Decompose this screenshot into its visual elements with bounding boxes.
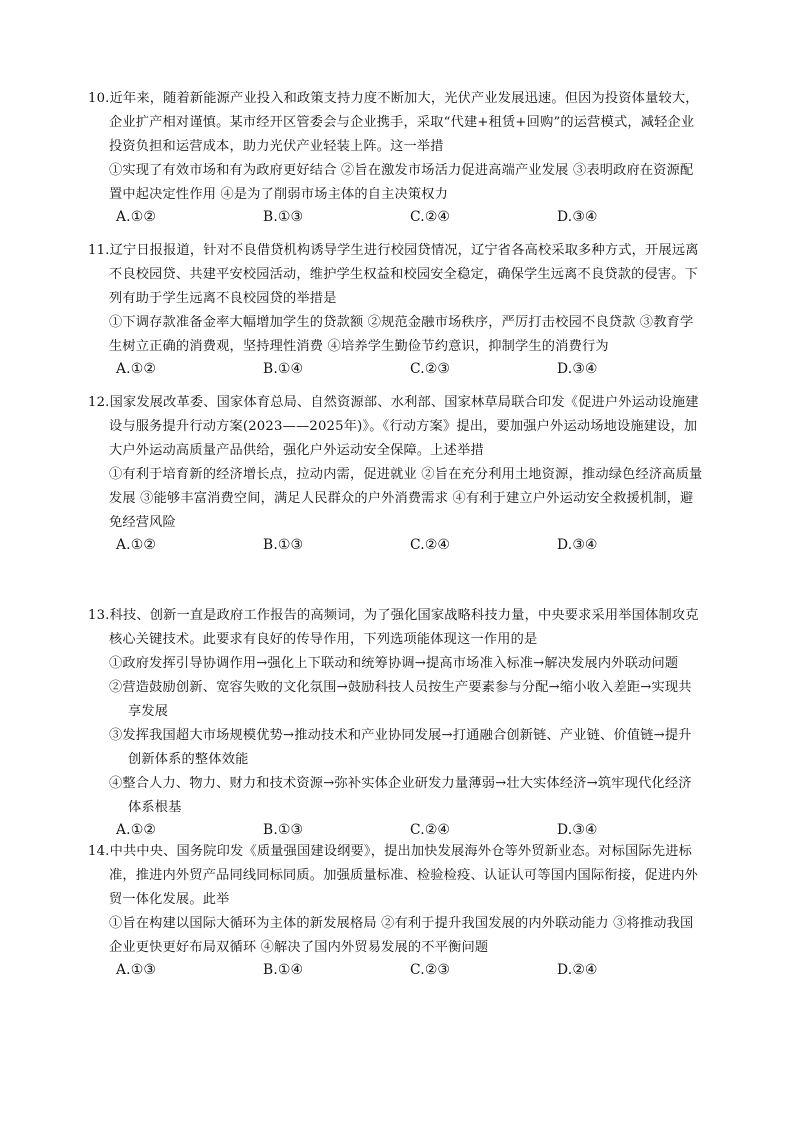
question-stem-line: 14.中共中央、国务院印发《质量强国建设纲要》，提出加快发展海外仓等外贸新业态。对标国际先进标 bbox=[88, 844, 693, 859]
answer-options bbox=[88, 207, 710, 227]
statement-line: 企业更快更好布局双循环 ④解决了国内外贸易发展的不平衡问题 bbox=[109, 940, 489, 955]
question-stem-line: 12.国家发展改革委、国家体育总局、自然资源部、水利部、国家林草局联合印发《促进户外运动设施建 bbox=[88, 395, 699, 410]
question-stem-line: 投资负担和运营成本，助力光伏产业轻装上阵。这一举措 bbox=[109, 139, 444, 154]
option-c: C.②③ bbox=[410, 361, 450, 377]
option-c: C.②③ bbox=[410, 962, 450, 978]
option-a: A.①③ bbox=[116, 962, 156, 978]
statement-line: ①实现了有效市场和有为政府更好结合 ②旨在激发市场活力促进高端产业发展 ③表明政府在资源配 bbox=[109, 163, 694, 178]
statement-line: 生树立正确的消费观，坚持理性消费 ④培养学生勤俭节约意识，抑制学生的消费行为 bbox=[109, 339, 609, 354]
chain-line: ②营造鼓励创新、宽容失败的文化氛围→鼓励科技人员按生产要素参与分配→缩小收入差距→实现共 bbox=[109, 680, 692, 695]
chain-line: 创新体系的整体效能 bbox=[128, 752, 249, 767]
question-stem-line: 大户外运动高质量产品供给，强化户外运动安全保障。上述举措 bbox=[109, 443, 484, 458]
option-d: D.③④ bbox=[557, 361, 598, 377]
question-13 bbox=[88, 604, 710, 840]
answer-options bbox=[88, 535, 710, 555]
chain-line: ④整合人力、物力、财力和技术资源→弥补实体企业研发力量薄弱→壮大实体经济→筑牢现代化经济 bbox=[109, 776, 692, 791]
question-stem-line: 10.近年来，随着新能源产业投入和政策支持力度不断加大，光伏产业发展迅速。但因为投资体量较大， bbox=[88, 91, 699, 106]
chain-line: ①政府发挥引导协调作用→强化上下联动和统筹协调→提高市场准入标准→解决发展内外联动问题 bbox=[109, 656, 679, 671]
option-a: A.①② bbox=[116, 822, 156, 838]
statement-line: 发展 ③能够丰富消费空间，满足人民群众的户外消费需求 ④有利于建立户外运动安全救援机制，避 bbox=[109, 491, 694, 506]
option-a: A.①② bbox=[116, 209, 156, 225]
option-d: D.③④ bbox=[557, 822, 598, 838]
option-c: C.②④ bbox=[410, 537, 450, 553]
question-stem-line: 不良校园贷、共建平安校园活动，维护学生权益和校园安全稳定，确保学生远离不良贷款的侵害。下 bbox=[109, 267, 699, 282]
statement-line: ①下调存款准备金率大幅增加学生的贷款额 ②规范金融市场秩序，严厉打击校园不良贷款 ③教育学 bbox=[109, 315, 694, 330]
option-d: D.②④ bbox=[557, 962, 598, 978]
answer-options bbox=[88, 820, 710, 840]
option-a: A.①② bbox=[116, 537, 156, 553]
option-b: B.①④ bbox=[263, 361, 304, 377]
statement-line: ①旨在构建以国际大循环为主体的新发展格局 ②有利于提升我国发展的内外联动能力 ③将推动我国 bbox=[109, 916, 694, 931]
option-a: A.①② bbox=[116, 361, 156, 377]
chain-line: 体系根基 bbox=[128, 800, 182, 815]
question-14 bbox=[88, 840, 710, 980]
question-11 bbox=[88, 239, 710, 379]
chain-line: 享发展 bbox=[128, 704, 169, 719]
option-c: C.②④ bbox=[410, 822, 450, 838]
option-b: B.①③ bbox=[263, 209, 304, 225]
question-stem-line: 贸一体化发展。此举 bbox=[109, 892, 230, 907]
option-d: D.③④ bbox=[557, 537, 598, 553]
question-stem-line: 企业扩产相对谨慎。某市经开区管委会与企业携手，采取“代建+租赁+回购”的运营模式，减轻企业 bbox=[109, 115, 695, 130]
option-b: B.①③ bbox=[263, 537, 304, 553]
statement-line: 置中起决定性作用 ④是为了削弱市场主体的自主决策权力 bbox=[109, 187, 449, 202]
answer-options bbox=[88, 359, 710, 379]
question-stem-line: 准，推进内外贸产品同线同标同质。加强质量标准、检验检疫、认证认可等国内国际衔接，促进内外 bbox=[109, 868, 699, 883]
question-12 bbox=[88, 391, 710, 555]
question-stem-line: 设与服务提升行动方案(2023——2025年)》。《行动方案》提出，要加强户外运动场地设施建设，加 bbox=[109, 419, 698, 434]
question-stem-line: 13.科技、创新一直是政府工作报告的高频词，为了强化国家战略科技力量，中央要求采用举国体制攻克 bbox=[88, 608, 699, 623]
statement-line: 免经营风险 bbox=[109, 515, 176, 530]
option-b: B.①④ bbox=[263, 962, 304, 978]
question-stem-line: 列有助于学生远离不良校园贷的举措是 bbox=[109, 291, 337, 306]
option-b: B.①③ bbox=[263, 822, 304, 838]
question-stem-line: 核心关键技术。此要求有良好的传导作用，下列选项能体现这一作用的是 bbox=[109, 632, 538, 647]
option-c: C.②④ bbox=[410, 209, 450, 225]
statement-line: ①有利于培育新的经济增长点，拉动内需，促进就业 ②旨在充分利用土地资源，推动绿色经济高质量 bbox=[109, 467, 703, 482]
answer-options bbox=[88, 960, 710, 980]
chain-line: ③发挥我国超大市场规模优势→推动技术和产业协同发展→打通融合创新链、产业链、价值链→提升 bbox=[109, 728, 692, 743]
question-10 bbox=[88, 87, 710, 227]
option-d: D.③④ bbox=[557, 209, 598, 225]
question-stem-line: 11.辽宁日报报道，针对不良借贷机构诱导学生进行校园贷情况，辽宁省各高校采取多种方式，开展远离 bbox=[88, 243, 699, 258]
